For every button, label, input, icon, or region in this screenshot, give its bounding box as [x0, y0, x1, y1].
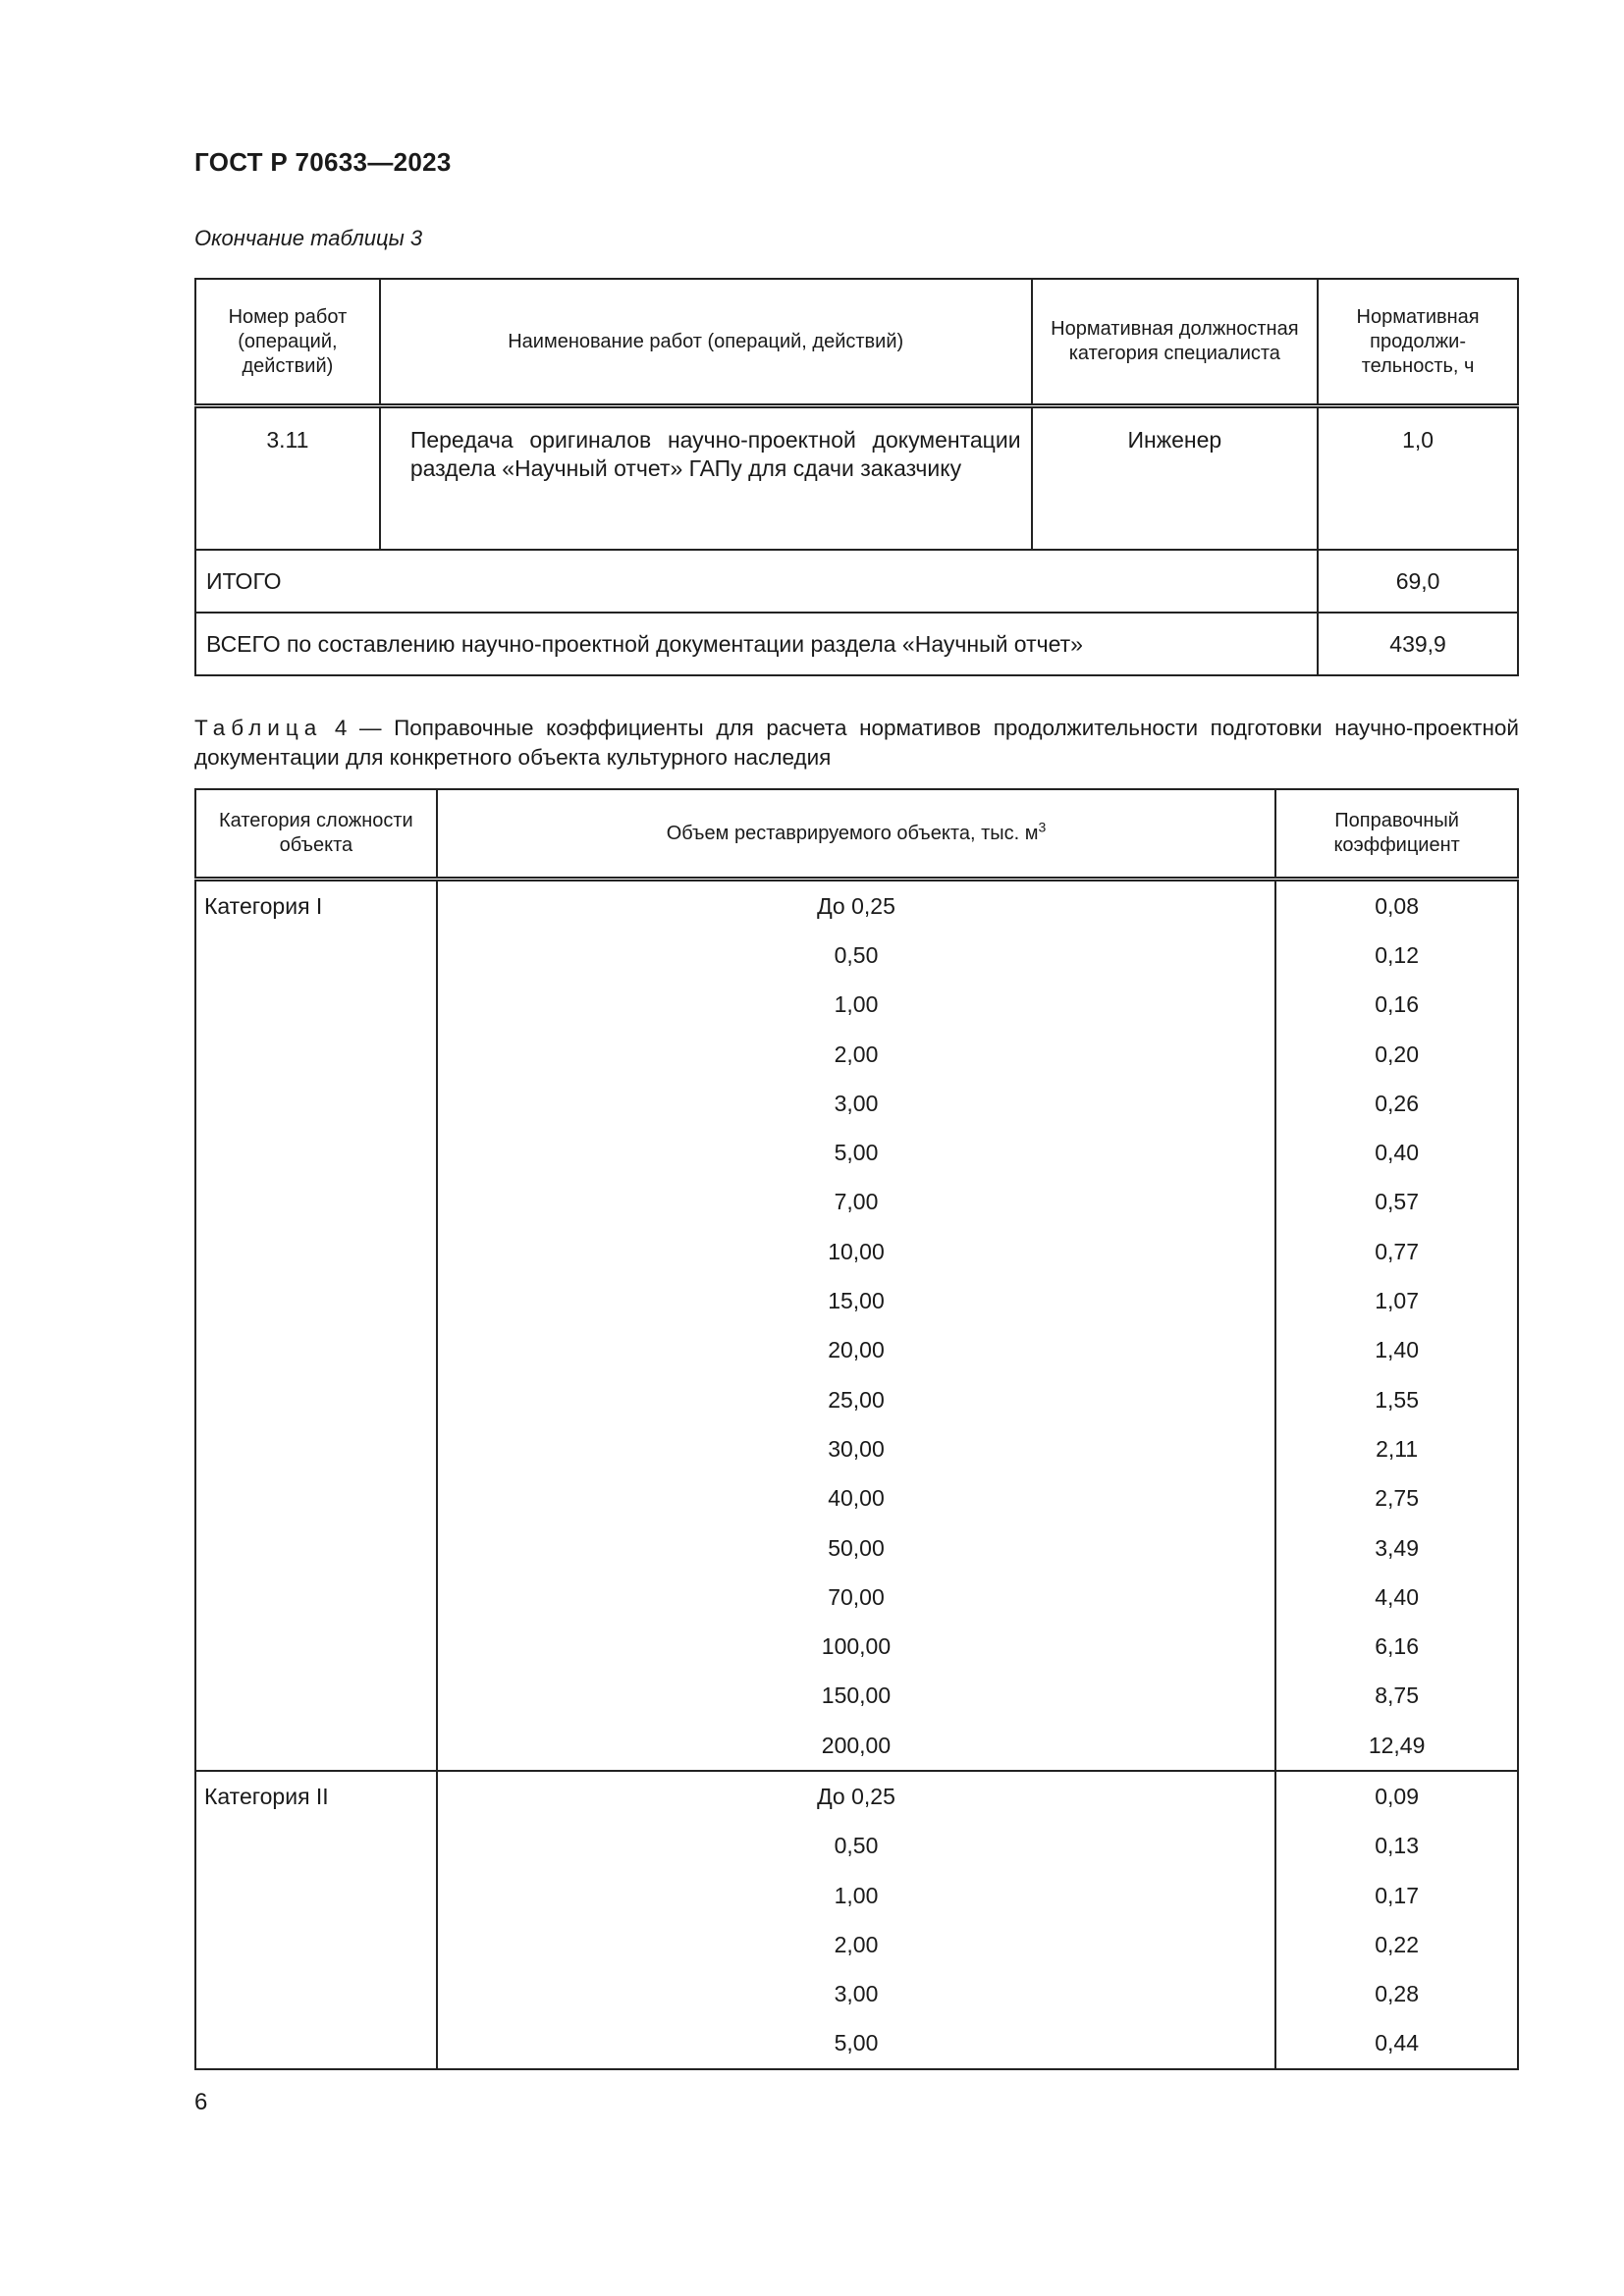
correction-coefficient: 6,16 — [1275, 1622, 1518, 1671]
subtotal-label: ИТОГО — [195, 550, 1318, 613]
correction-coefficient: 12,49 — [1275, 1721, 1518, 1771]
object-volume: 30,00 — [437, 1424, 1276, 1473]
correction-coefficient: 0,13 — [1275, 1822, 1518, 1871]
work-duration: 1,0 — [1318, 406, 1518, 551]
table4-col-volume-sup: 3 — [1038, 818, 1047, 834]
work-number: 3.11 — [195, 406, 380, 551]
correction-coefficient: 0,77 — [1275, 1227, 1518, 1276]
correction-coefficient: 0,22 — [1275, 1920, 1518, 1969]
object-volume: 2,00 — [437, 1920, 1276, 1969]
table3-header-row — [195, 279, 1518, 406]
correction-coefficient: 2,11 — [1275, 1424, 1518, 1473]
correction-coefficient: 0,44 — [1275, 2019, 1518, 2069]
correction-coefficient: 0,17 — [1275, 1871, 1518, 1920]
table3-caption: Окончание таблицы 3 — [194, 226, 423, 250]
correction-coefficient: 0,28 — [1275, 1970, 1518, 2019]
table4-col-volume — [437, 789, 1276, 880]
object-volume: 1,00 — [437, 1871, 1276, 1920]
object-volume: 0,50 — [437, 931, 1276, 980]
table-row — [195, 880, 1518, 932]
correction-coefficient: 1,40 — [1275, 1326, 1518, 1375]
correction-coefficient: 0,20 — [1275, 1030, 1518, 1079]
object-volume: До 0,25 — [437, 1771, 1276, 1821]
correction-coefficient: 0,26 — [1275, 1079, 1518, 1128]
table-row — [195, 406, 1518, 551]
correction-coefficient: 8,75 — [1275, 1672, 1518, 1721]
object-volume: 5,00 — [437, 1128, 1276, 1177]
correction-coefficient: 0,08 — [1275, 880, 1518, 932]
total-label: ВСЕГО по составлению научно-проектной документации раздела «Научный отчет» — [195, 613, 1318, 675]
table-4 — [194, 788, 1519, 2070]
correction-coefficient: 0,57 — [1275, 1178, 1518, 1227]
correction-coefficient: 0,12 — [1275, 931, 1518, 980]
object-volume: 200,00 — [437, 1721, 1276, 1771]
object-volume: 100,00 — [437, 1622, 1276, 1671]
total-row — [195, 613, 1518, 675]
object-volume: 40,00 — [437, 1474, 1276, 1523]
object-volume: 70,00 — [437, 1573, 1276, 1622]
correction-coefficient: 1,07 — [1275, 1276, 1518, 1325]
total-value: 439,9 — [1318, 613, 1518, 675]
object-volume: 150,00 — [437, 1672, 1276, 1721]
subtotal-value: 69,0 — [1318, 550, 1518, 613]
object-volume: 50,00 — [437, 1523, 1276, 1573]
table4-col-coef: Поправочный коэффициент — [1275, 789, 1518, 880]
correction-coefficient: 1,55 — [1275, 1375, 1518, 1424]
object-volume: 20,00 — [437, 1326, 1276, 1375]
correction-coefficient: 0,09 — [1275, 1771, 1518, 1821]
table3-col-category: Нормативная должностная категория специалиста — [1032, 279, 1319, 406]
table4-body — [195, 880, 1518, 2070]
correction-coefficient: 3,49 — [1275, 1523, 1518, 1573]
complexity-category: Категория II — [195, 1771, 437, 2069]
subtotal-row — [195, 550, 1518, 613]
table4-header-row — [195, 789, 1518, 880]
complexity-category: Категория I — [195, 880, 437, 1772]
table4-caption-word: Таблица — [194, 716, 323, 740]
correction-coefficient: 0,40 — [1275, 1128, 1518, 1177]
table4-col-volume-text: Объем реставрируемого объекта, тыс. м — [666, 822, 1039, 844]
object-volume: 25,00 — [437, 1375, 1276, 1424]
correction-coefficient: 0,16 — [1275, 981, 1518, 1030]
correction-coefficient: 4,40 — [1275, 1573, 1518, 1622]
object-volume: 3,00 — [437, 1079, 1276, 1128]
specialist-category: Инженер — [1032, 406, 1319, 551]
table-row — [195, 1771, 1518, 1821]
table4-col-category: Категория сложности объекта — [195, 789, 437, 880]
table-3 — [194, 278, 1519, 676]
table3-col-name: Наименование работ (операций, действий) — [380, 279, 1032, 406]
object-volume: 3,00 — [437, 1970, 1276, 2019]
table3-col-duration: Нормативная продолжи-тельность, ч — [1318, 279, 1518, 406]
object-volume: 1,00 — [437, 981, 1276, 1030]
document-header: ГОСТ Р 70633—2023 — [194, 147, 452, 177]
object-volume: 7,00 — [437, 1178, 1276, 1227]
object-volume: До 0,25 — [437, 880, 1276, 932]
object-volume: 5,00 — [437, 2019, 1276, 2069]
table4-caption-text: 4 — Поправочные коэффициенты для расчета нормативов продолжительности подготовки научно-проектной документации для конкретного объекта культурного наследия — [194, 716, 1519, 770]
page-number: 6 — [194, 2089, 208, 2115]
object-volume: 2,00 — [437, 1030, 1276, 1079]
object-volume: 15,00 — [437, 1276, 1276, 1325]
table4-caption — [194, 714, 1519, 773]
table3-col-number: Номер работ (операций, действий) — [195, 279, 380, 406]
object-volume: 10,00 — [437, 1227, 1276, 1276]
work-name: Передача оригиналов научно-проектной документации раздела «Научный отчет» ГАПу для сдачи заказчику — [380, 406, 1032, 551]
object-volume: 0,50 — [437, 1822, 1276, 1871]
correction-coefficient: 2,75 — [1275, 1474, 1518, 1523]
